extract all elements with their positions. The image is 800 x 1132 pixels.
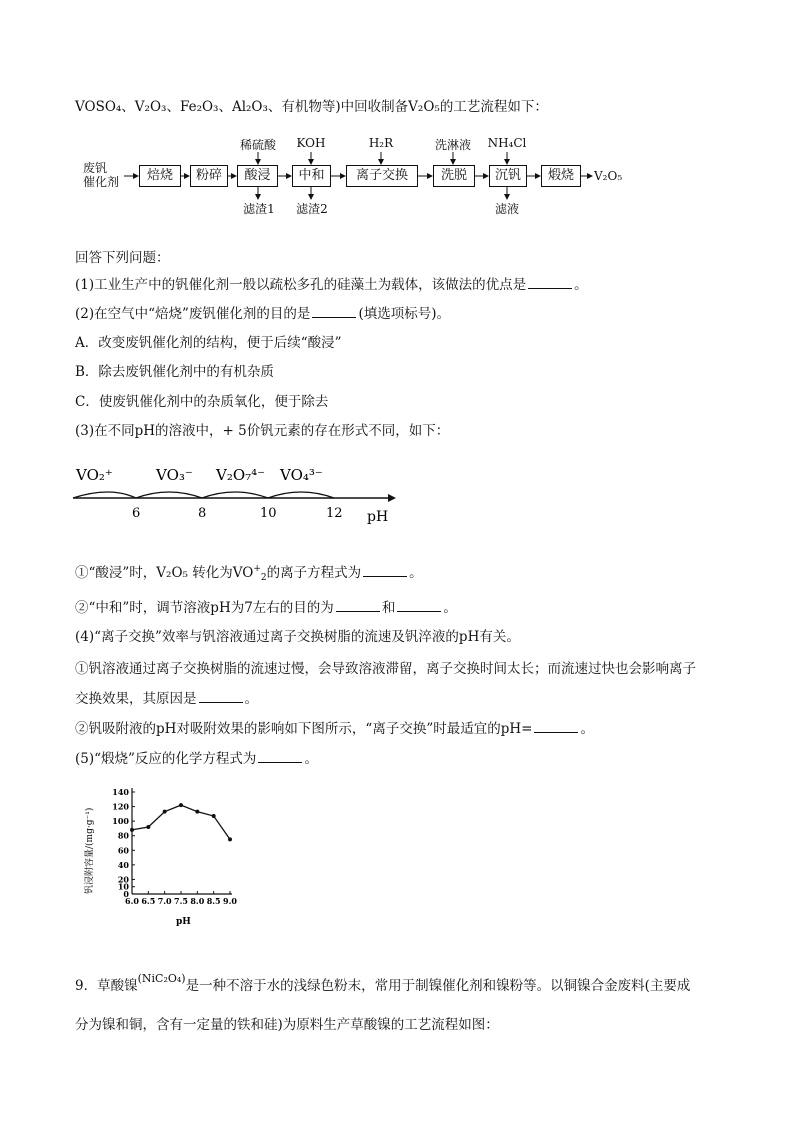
- q1-end: 。: [574, 277, 588, 293]
- step-ion-exchange: 离子交换: [346, 165, 418, 187]
- chart-marks: [130, 803, 232, 841]
- residue-2: 滤渣2: [296, 202, 328, 216]
- question-2: [75, 305, 450, 323]
- question-3-2: [75, 599, 457, 617]
- chart-data-point: [163, 810, 167, 814]
- option-b: B．除去废钒催化剂中的有机杂质: [75, 364, 274, 380]
- q4-2-blank: [534, 720, 578, 733]
- ph-tick-12: 12: [326, 506, 343, 521]
- species-vo2plus: VO₂⁺: [76, 466, 113, 484]
- step-calcine: 煅烧: [541, 165, 581, 187]
- q4-2-end: 。: [580, 721, 594, 737]
- q2-text: (2)在空气中“焙烧”废钒催化剂的目的是: [75, 306, 311, 322]
- ph-axis-label: pH: [367, 509, 389, 525]
- ph-species-scale: [70, 458, 410, 528]
- q4-2-text: ②钒吸附液的pH对吸附效果的影响如下图所示，“离子交换”时最适宜的pH=: [75, 721, 533, 737]
- species-vo4: VO₄³⁻: [280, 466, 323, 484]
- question-1: [75, 276, 588, 294]
- flow-arrows: [0, 0, 800, 230]
- chart-axes: [112, 787, 237, 906]
- step-crush: 粉碎: [190, 165, 228, 187]
- chart-y-tick-label: 10: [117, 881, 129, 892]
- chart-x-tick-label: 6.0: [125, 896, 139, 906]
- q3-2-blank-2: [397, 599, 441, 612]
- q3-1-text-b: 的离子方程式为: [266, 565, 362, 581]
- chart-data-point: [146, 825, 150, 829]
- chart-data-point: [130, 828, 134, 832]
- chart-y-tick-label: 100: [112, 816, 129, 827]
- reagent-koh: KOH: [296, 136, 326, 150]
- input-label: [83, 161, 119, 189]
- ph-tick-6: 6: [132, 506, 141, 521]
- residue-filtrate: 滤液: [494, 202, 519, 216]
- q9-line-1-rest: 是一种不溶于水的浅绿色粉末，常用于制镍催化剂和镍粉等。以铜镍合金废料(主要成: [185, 978, 691, 994]
- q3-1-blank: [363, 564, 407, 577]
- option-c: C．使废钒催化剂中的杂质氧化，便于除去: [75, 394, 329, 410]
- chart-xlabel: pH: [176, 917, 191, 927]
- q1-blank: [528, 276, 572, 289]
- question-4-2: [75, 720, 594, 738]
- q5-blank: [258, 750, 302, 763]
- species-vo3minus: VO₃⁻: [156, 466, 193, 484]
- chart-y-tick-label: 40: [117, 859, 129, 870]
- reagent-wash: 洗淋液: [434, 138, 471, 152]
- option-a: A．改变废钒催化剂的结构，便于后续“酸浸”: [75, 335, 342, 351]
- q5-end: 。: [304, 751, 318, 767]
- question-9-line-2: 分为镍和铜，含有一定量的铁和硅)为原料生产草酸镍的工艺流程如图：: [75, 1017, 499, 1033]
- step-precipitate: 沉钒: [489, 165, 527, 187]
- input-line-1: 废钒: [83, 161, 108, 175]
- step-roast: 焙烧: [139, 165, 181, 187]
- q9-number: 9．草酸镍: [75, 978, 138, 994]
- residue-1: 滤渣1: [243, 202, 275, 216]
- q9-formula: NiC₂O₄: [141, 972, 182, 985]
- question-5: [75, 750, 318, 768]
- chart-y-tick-label: 120: [112, 801, 129, 812]
- chart-x-tick-label: 7.5: [174, 896, 188, 906]
- q9-formula-group: (NiC₂O₄): [137, 972, 186, 985]
- ph-tick-8: 8: [198, 506, 207, 521]
- question-9-line-1: [75, 970, 690, 995]
- q3-2-blank-1: [336, 599, 380, 612]
- step-acid-leach: 酸浸: [237, 165, 278, 187]
- answer-intro: 回答下列问题：: [75, 250, 170, 266]
- chart-y-tick-label: 0: [123, 889, 129, 899]
- q3-2-mid: 和: [381, 600, 396, 616]
- chart-x-tick-label: 8.5: [206, 896, 221, 906]
- step-neutralize: 中和: [292, 165, 331, 187]
- q4-1-end: 。: [244, 691, 258, 707]
- chart-x-tick-label: 7.0: [157, 896, 172, 906]
- q1-text: (1)工业生产中的钒催化剂一般以疏松多孔的硅藻土为载体，该做法的优点是: [75, 277, 527, 293]
- q3-2-end: 。: [443, 600, 457, 616]
- question-3: (3)在不同pH的溶液中，+ 5价钒元素的存在形式不同，如下：: [75, 423, 450, 439]
- chart-y-tick-label: 140: [112, 787, 129, 797]
- step-elution: 洗脱: [433, 165, 475, 187]
- input-line-2: 催化剂: [83, 175, 120, 189]
- chart-x-tick-label: 9.0: [223, 896, 237, 906]
- intro-line: VOSO₄、V₂O₃、Fe₂O₃、Al₂O₃、有机物等)中回收制备V₂O₅的工艺流程如下：: [75, 99, 548, 115]
- question-4-1-line-2: [75, 690, 258, 708]
- q3-2-text: ②“中和”时，调节溶液pH为7左右的目的为: [75, 600, 334, 616]
- question-4: (4)“离子交换”效率与钒溶液通过离子交换树脂的流速及钒淬液的pH有关。: [75, 629, 520, 645]
- chart-data-point: [228, 837, 232, 841]
- reagent-sulfuric-acid: 稀硫酸: [239, 138, 276, 152]
- q2-end: (填选项标号)。: [358, 306, 450, 322]
- chart-y-tick-label: 20: [117, 874, 129, 885]
- question-4-1-line-1: ①钒溶液通过离子交换树脂的流速过慢，会导致溶液滞留，离子交换时间太长；而流速过快也会影响离子: [75, 661, 696, 677]
- q4-1-blank: [199, 690, 243, 703]
- chart-x-tick-label: 6.5: [141, 896, 156, 906]
- q2-blank: [312, 305, 356, 318]
- chart-data-point: [212, 814, 216, 818]
- output-label: V₂O₅: [594, 169, 623, 183]
- chart-y-tick-label: 60: [117, 845, 129, 856]
- q4-1-text: 交换效果，其原因是: [75, 691, 197, 707]
- reagent-nh4cl: NH₄Cl: [487, 136, 527, 150]
- chart-y-tick-label: 80: [117, 830, 129, 841]
- reagent-h2r: H₂R: [368, 136, 394, 150]
- chart-ylabel: 钒浸附容量/(mg·g⁻¹): [85, 807, 95, 894]
- chart-data-point: [195, 810, 199, 814]
- ph-tick-10: 10: [260, 506, 277, 521]
- q5-text: (5)“煅烧”反应的化学方程式为: [75, 751, 257, 767]
- chart-x-tick-label: 8.0: [190, 896, 205, 906]
- question-3-1: ①“酸浸”时，V₂O₅ 转化为$VO^+_2$的离子方程式为 。: [75, 564, 423, 583]
- q3-1-text-a: ①“酸浸”时，V₂O₅ 转化为VO: [75, 565, 254, 581]
- adsorption-chart: [80, 782, 240, 932]
- species-v2o7: V₂O₇⁴⁻: [216, 466, 266, 484]
- chart-series-line: [132, 805, 230, 839]
- q3-1-end: 。: [409, 565, 423, 581]
- chart-data-point: [179, 803, 183, 807]
